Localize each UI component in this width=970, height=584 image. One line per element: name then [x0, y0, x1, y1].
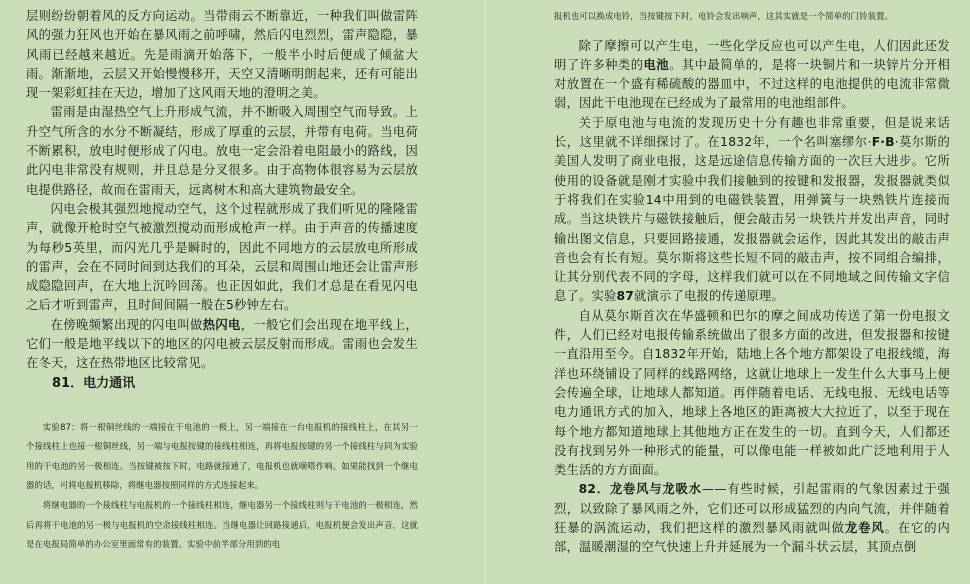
term-battery: 电池: [643, 57, 670, 72]
paragraph-heat-lightning: 在傍晚频繁出现的闪电叫做热闪电，一般它们会出现在地平线上，它们一般是地平线以下的地区的闪电被云层反射而形成。雷雨也会发生在冬天，这在热带地区比较常见。: [26, 317, 418, 371]
section-heading-82: 82．龙卷风与龙吸水: [578, 482, 702, 497]
term-tornado: 龙卷风: [844, 521, 885, 536]
experiment-87-part1: 实验87：将一根铜丝线的一端接在干电池的一极上，另一端接在一台电报机的接线柱上，在其另一个接线柱上也接一根铜丝线，另一端与电报按键的接线柱相连，再将电报按键的另一个接线柱与同为实验用的干电池的另一极相连。当按键被按下时，电路就接通了，电报机也就嘀嗒作响。如果能找到一个继电器的话，可将电报机移除，将继电器按照同样的方式连接起来。: [26, 421, 418, 491]
right-page: [486, 0, 970, 584]
left-column: [26, 7, 418, 555]
paragraph-batteries: 除了摩擦可以产生电，一些化学反应也可以产生电，人们因此还发明了许多种类的电池。其中最简单的，是将一块铜片和一块锌片分开相对放置在一个盛有稀硫酸的器皿中，不过这样的电池提供的电流非常微弱，因此干电池现在已经成为了最常用的电池组部件。: [554, 38, 950, 111]
right-column: [554, 7, 950, 558]
experiment-87-part2: 将继电器的一个接线柱与电报机的一个接线柱相连，继电器另一个接线柱则与干电池的一极相连，然后再将干电池的另一极与电报机的空余接线柱相连。当继电器让回路接通后，电报机便会发出声音，这就是在电报局简单的办公室里面常有的装置。实验中前半部分用到的电: [26, 500, 418, 550]
section-heading-81: 81．电力通讯: [52, 375, 136, 391]
paragraph-morse-telegraph: 关于原电池与电流的发现历史十分有趣也非常重要，但是说来话长，这里就不详细探讨了。在1832年，一个名叫塞缪尔·F·B·莫尔斯的美国人发明了商业电报，这是远途信息传输方面的一次巨大进步。它所使用的设备就是刚才实验中我们接触到的按键和发报器，发报器就类似于将我们在实验14中用到的电磁铁装置，用弹簧与一块熟铁片连接而成。当这块铁片与磁铁接触后，便会敲击另一块铁片并发出声音，同时输出图文信息，只要回路接通，发报器就会运作，因此其发出的敲击声音也会有长有短。莫尔斯将这些长短不同的敲击声，按不同组合编排，让其分别代表不同的字母，这样我们就可以在不同地域之间传输文字信息了。实验87就演示了电报的传递原理。: [554, 115, 950, 304]
paragraph-thunderstorm-cause: 雷雨是由湿热空气上升形成气流，并不断吸入周围空气而导致。上升空气所含的水分不断凝结，形成了厚重的云层，并带有电荷。当电荷不断累积，放电时便形成了闪电。放电一定会沿着电阻最小的路线，因此闪电非常没有规则，并且总是分叉很多。由于高物体很容易为云层放电提供路径，故而在雷雨天，远离树木和高大建筑物最安全。: [26, 105, 418, 197]
term-fb: F·B: [871, 135, 895, 150]
term-experiment-87: 87: [616, 289, 635, 304]
experiment-87-continued: 报机也可以换成电铃，当按键按下时，电铃会发出响声，这其实就是一个简单的门铃装置。: [554, 11, 893, 21]
term-heat-lightning: 热闪电: [202, 317, 241, 332]
paragraph-thunder: 闪电会极其强烈地搅动空气，这个过程就形成了我们听见的隆隆雷声，就像开枪时空气被激烈搅动而形成枪声一样。由于声音的传播速度为每秒5英里，而闪光几乎是瞬时的，因此不同地方的云层放电所形成的雷声，会在不同时间到达我们的耳朵，云层和周围山地还会让雷声形成隐隐回声，在大地上沉吟回荡。也正因如此，我们才总是在看见闪电之后才听到雷声，且时间间隔一般在5秒钟左右。: [26, 201, 418, 313]
paragraph-storm-approach: 层则纷纷朝着风的反方向运动。当带雨云不断靠近，一种我们叫做雷阵风的强力狂风也开始在暴风雨之前呼啸，然后闪电烈烈，雷声隐隐，暴风雨已经越来越近。先是雨滴开始落下，一般半小时后便成了倾盆大雨。渐渐地，云层又开始慢慢移开，天空又清晰明朗起来，还有可能出现一架彩虹挂在天边，增加了这风雨天地的澄明之美。: [26, 9, 418, 101]
paragraph-tornado: 82．龙卷风与龙吸水——有些时候，引起雷雨的气象因素过于强烈，以致除了暴风雨之外，它们还可以形成猛烈的内向气流，并伴随着狂暴的涡流运动，我们把这样的激烈暴风雨就叫做龙卷风。在它的内部，温暖潮湿的空气快速上升并延展为一个漏斗状云层，其顶点倒: [554, 482, 950, 555]
paragraph-telegraph-improvements: 自从莫尔斯首次在华盛顿和巴尔的摩之间成功传送了第一份电报文件，人们已经对电报传输系统做出了很多方面的改进，但发报器和按键一直沿用至今。自1832年开始，陆地上各个地方都架设了电报线缆，海洋也环绕铺设了同样的线路网络，这就让地球上一发生什么大事马上便会传遍全球，让地球人都知道。再伴随着电话、无线电报、无线电话等电力通讯方式的加入，地球上各地区的距离被大大拉近了，以至于现在每个地方都知道地球上其他地方正在发生的一切。直到今天，人们都还没有找到另外一种形式的能量，可以像电能一样被如此广泛地利用于人类生活的方方面面。: [554, 308, 950, 478]
